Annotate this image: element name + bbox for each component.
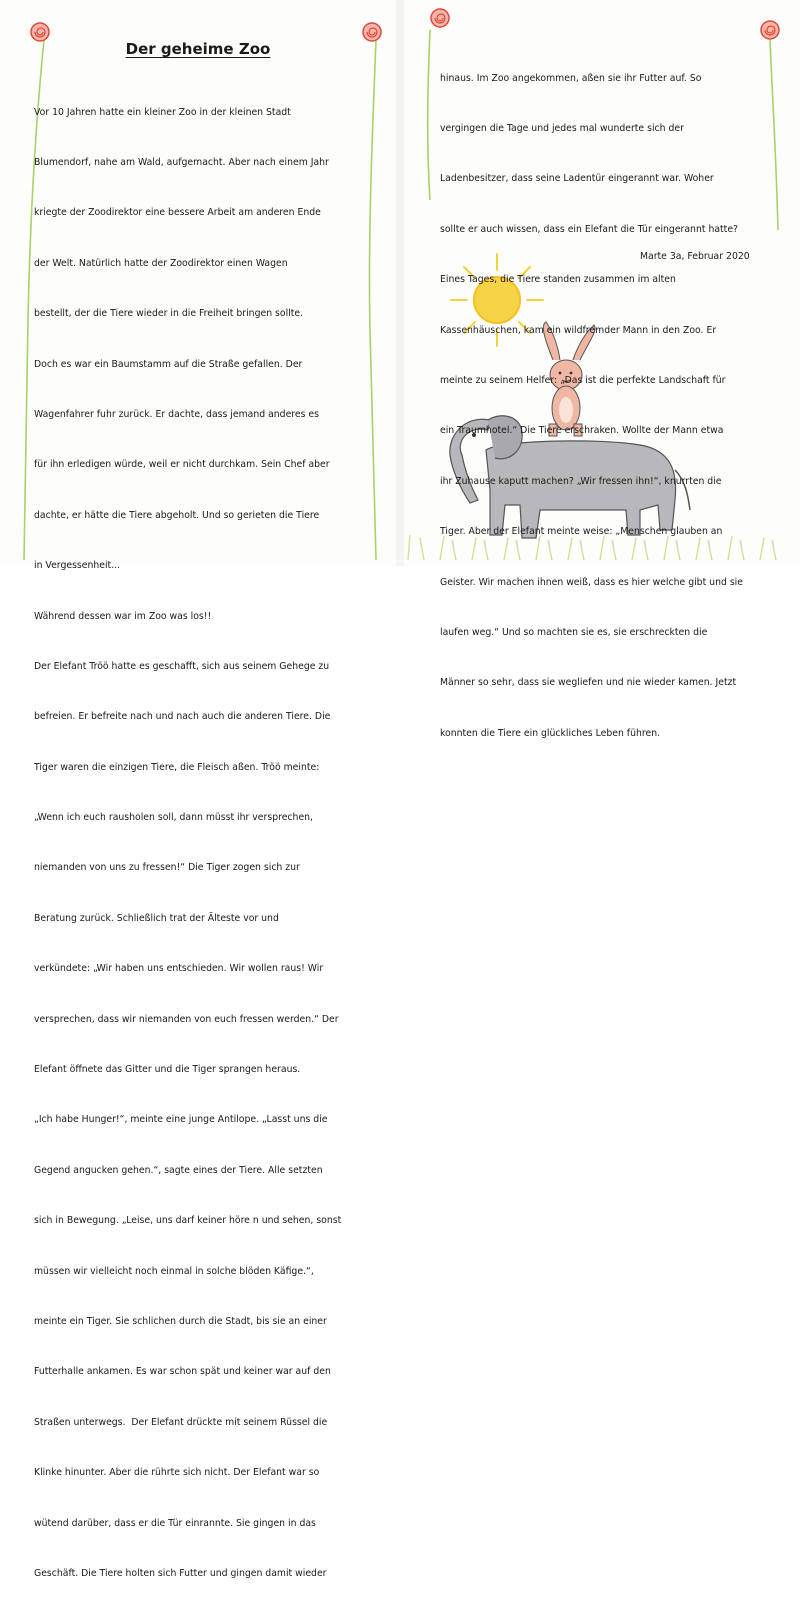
text-line: meinte zu seinem Helfer: „Das ist die perfekte Landschaft für — [440, 374, 726, 386]
text-line: sich in Bewegung. „Leise, uns darf keiner höre n und sehen, sonst — [34, 1215, 342, 1227]
vine-icon — [428, 30, 430, 200]
text-line: Der Elefant Tröö hatte es geschafft, sich aus seinem Gehege zu — [34, 660, 330, 672]
rose-icon — [363, 23, 381, 41]
text-line: in Vergessenheit... — [34, 560, 121, 572]
text-line: verkündete: „Wir haben uns entschieden. Wir wollen raus! Wir — [34, 963, 324, 975]
text-line: kriegte der Zoodirektor eine bessere Arbeit am anderen Ende — [34, 207, 321, 219]
text-line: Klinke hinunter. Aber die rührte sich nicht. Der Elefant war so — [34, 1467, 320, 1479]
text-line: für ihn erledigen würde, weil er nicht durchkam. Sein Chef aber — [34, 459, 330, 471]
story-title: Der geheime Zoo — [125, 40, 271, 58]
text-line: „Ich habe Hunger!“, meinte eine junge Antilope. „Lasst uns die — [34, 1114, 328, 1126]
text-line: „Wenn ich euch rausholen soll, dann müsst ihr versprechen, — [34, 812, 314, 824]
text-line: Eines Tages, die Tiere standen zusammen im alten — [440, 274, 676, 286]
text-line: sollte er auch wissen, dass ein Elefant die Tür eingerannt hatte? — [440, 223, 738, 235]
text-line: Männer so sehr, dass sie wegliefen und nie wieder kamen. Jetzt — [440, 677, 737, 689]
text-line: Beratung zurück. Schließlich trat der Älteste vor und — [34, 912, 279, 924]
text-line: dachte, er hätte die Tiere abgeholt. Und so gerieten die Tiere — [34, 509, 320, 521]
rose-icon — [761, 21, 779, 39]
text-line: meinte ein Tiger. Sie schlichen durch die Stadt, bis sie an einer — [34, 1315, 327, 1327]
text-line: Tiger. Aber der Elefant meinte weise: „Menschen glauben an — [440, 526, 723, 538]
text-line: wütend darüber, dass er die Tür einrannte. Sie gingen in das — [34, 1517, 316, 1529]
text-line: vergingen die Tage und jedes mal wunderte sich der — [440, 122, 684, 134]
text-line: Elefant öffnete das Gitter und die Tiger sprangen heraus. — [34, 1064, 301, 1076]
text-line: konnten die Tiere ein glückliches Leben führen. — [440, 727, 661, 739]
text-line: Doch es war ein Baumstamm auf die Straße gefallen. Der — [34, 358, 303, 370]
text-line: Kassenhäuschen, kam ein wildfremder Mann in den Zoo. Er — [440, 324, 717, 336]
rose-icon — [31, 23, 49, 41]
vine-icon — [369, 40, 376, 560]
text-line: Wagenfahrer fuhr zurück. Er dachte, dass jemand anderes es — [34, 408, 319, 420]
text-line: Straßen unterwegs. Der Elefant drückte mit seinem Rüssel die — [34, 1416, 328, 1428]
text-line: müssen wir vielleicht noch einmal in solche blöden Käfige.“, — [34, 1265, 314, 1277]
author-signature: Marte 3a, Februar 2020 — [640, 251, 750, 262]
text-line: niemanden von uns zu fressen!“ Die Tiger zogen sich zur — [34, 862, 300, 874]
text-line: der Welt. Natürlich hatte der Zoodirektor einen Wagen — [34, 257, 288, 269]
text-line: hinaus. Im Zoo angekommen, aßen sie ihr Futter auf. So — [440, 72, 702, 84]
text-line: Während dessen war im Zoo was los!! — [34, 610, 212, 622]
right-page-text — [440, 37, 743, 759]
text-line: Blumendorf, nahe am Wald, aufgemacht. Aber nach einem Jahr — [34, 156, 329, 168]
text-line: Futterhalle ankamen. Es war schon spät und keiner war auf den — [34, 1366, 331, 1378]
text-line: Gegend angucken gehen.“, sagte eines der Tiere. Alle setzten — [34, 1164, 323, 1176]
rose-icon — [431, 9, 449, 27]
vine-icon — [770, 40, 778, 230]
text-line: Ladenbesitzer, dass seine Ladentür eingerannt war. Woher — [440, 173, 714, 185]
text-line: Geister. Wir machen ihnen weiß, dass es hier welche gibt und sie — [440, 576, 743, 588]
text-line: ein Traumhotel.“ Die Tiere erschraken. Wollte der Mann etwa — [440, 425, 724, 437]
text-line: bestellt, der die Tiere wieder in die Freiheit bringen sollte. — [34, 308, 304, 320]
text-line: laufen weg.“ Und so machten sie es, sie erschreckten die — [440, 626, 708, 638]
text-line: Tiger waren die einzigen Tiere, die Fleisch aßen. Tröö meinte: — [34, 761, 320, 773]
text-line: versprechen, dass wir niemanden von euch fressen werden.“ Der — [34, 1013, 339, 1025]
left-page-text — [34, 71, 341, 1600]
text-line: ihr Zuhause kaputt machen? „Wir fressen ihn!“, knurrten die — [440, 475, 722, 487]
text-line: Vor 10 Jahren hatte ein kleiner Zoo in der kleinen Stadt — [34, 106, 291, 118]
text-line: befreien. Er befreite nach und nach auch die anderen Tiere. Die — [34, 711, 331, 723]
text-line: Geschäft. Die Tiere holten sich Futter und gingen damit wieder — [34, 1567, 327, 1579]
